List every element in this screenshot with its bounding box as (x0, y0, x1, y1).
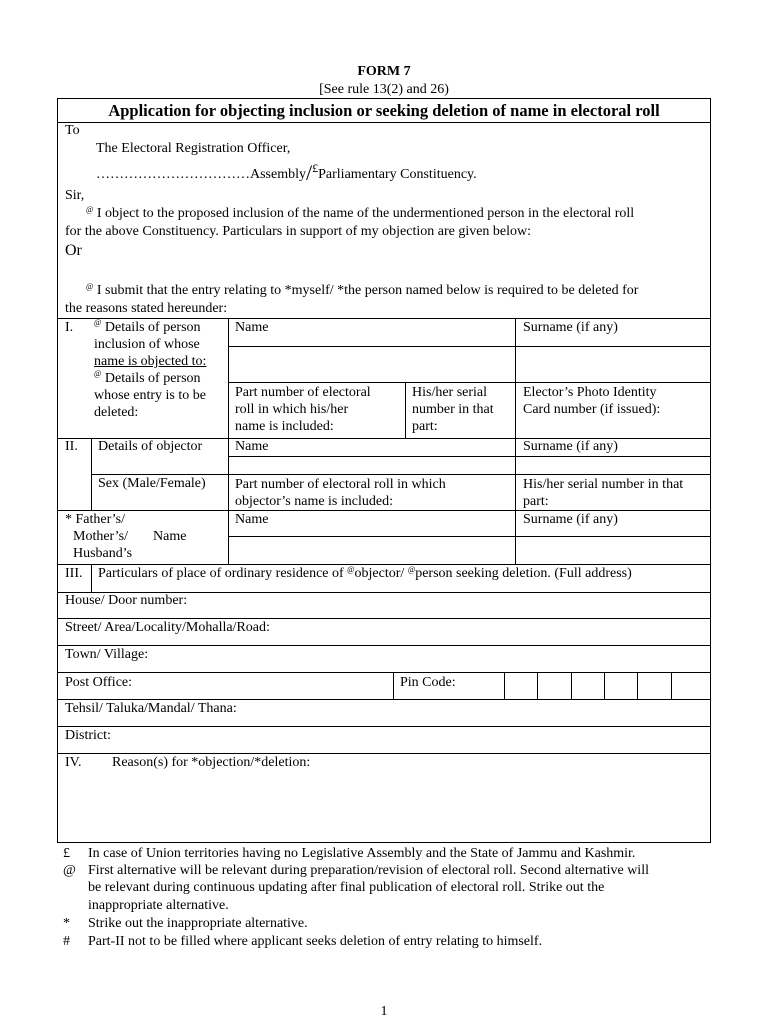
divider (393, 672, 394, 699)
divider (91, 564, 92, 592)
at-mark: @ (94, 318, 102, 327)
label-line: roll in which his/her (235, 402, 349, 417)
label-line: name is included: (235, 419, 334, 434)
pin-box (671, 672, 672, 699)
divider (57, 122, 711, 123)
label-line: Details of person (101, 320, 201, 335)
residence-heading (98, 566, 632, 582)
divider (57, 564, 711, 565)
footnote-text: Part-II not to be filled where applicant seeks deletion of entry relating to himself. (88, 934, 543, 949)
epic-number-label (523, 384, 660, 418)
footnote-symbol: # (63, 934, 70, 949)
pin-box (637, 672, 638, 699)
label-line: Details of person (101, 371, 201, 386)
street-label: Street/ Area/Locality/Mohalla/Road: (65, 620, 270, 635)
district-label: District: (65, 728, 111, 743)
parliamentary-label: Parliamentary Constituency. (318, 167, 477, 182)
divider (515, 318, 516, 438)
footnote-symbol: £ (63, 846, 70, 861)
label-line: Card number (if issued): (523, 402, 661, 417)
deletion-line-1 (86, 283, 638, 299)
label-line: whose entry is to be (94, 388, 206, 403)
footnote-text: inappropriate alternative. (88, 898, 229, 913)
salutation: Sir, (65, 188, 85, 203)
section-2-number: II. (65, 439, 78, 454)
divider (57, 753, 711, 754)
constituency-line (96, 160, 477, 186)
footnote-text: be relevant during continuous updating after final publication of electoral roll. Strike out the (88, 880, 605, 895)
post-office-label: Post Office: (65, 675, 133, 690)
divider (57, 672, 711, 673)
relation-label-3: Husband’s (73, 546, 133, 561)
divider (228, 456, 711, 457)
divider (57, 645, 711, 646)
officer-label: The Electoral Registration Officer, (96, 141, 291, 156)
form-title: FORM 7 (357, 64, 411, 79)
label-line: part: (523, 494, 549, 509)
footnote-symbol: @ (63, 863, 76, 878)
footnote (63, 880, 604, 896)
label-line: His/her serial (412, 385, 488, 400)
surname-label: Surname (if any) (523, 320, 618, 335)
at-mark: @ (94, 369, 102, 378)
objector-part-label (235, 476, 446, 510)
label-line: number in that (412, 402, 494, 417)
pin-box (504, 672, 505, 699)
label-line: inclusion of whose (94, 337, 200, 352)
footnote-text: Strike out the inappropriate alternative. (88, 916, 308, 931)
objector-details-label: Details of objector (98, 439, 203, 454)
name-label: Name (235, 439, 269, 454)
pin-code-label: Pin Code: (400, 675, 456, 690)
to-label: To (65, 123, 80, 138)
footnote (63, 934, 542, 950)
objector-serial-label (523, 476, 683, 510)
divider (405, 382, 406, 438)
footnote (63, 846, 635, 862)
section-1-number: I. (65, 320, 74, 335)
divider (57, 726, 711, 727)
name-label: Name (235, 320, 269, 335)
pin-box (571, 672, 572, 699)
part-number-label (235, 384, 371, 435)
footnote-text: First alternative will be relevant during preparation/revision of electoral roll. Second alternative will (88, 863, 649, 878)
divider (228, 346, 711, 347)
deletion-text-1: I submit that the entry relating to *myself/ *the person named below is required to be deleted for (93, 283, 639, 298)
at-mark: @ (86, 205, 94, 214)
sex-label: Sex (Male/Female) (98, 476, 206, 491)
page-number: 1 (380, 1004, 388, 1019)
deletion-line-2: the reasons stated hereunder: (65, 301, 228, 316)
label-line: objector’s name is included: (235, 494, 393, 509)
divider (228, 318, 229, 564)
residence-text: person seeking deletion. (Full address) (415, 566, 632, 581)
label-line: Elector’s Photo Identity (523, 385, 657, 400)
reason-label: Reason(s) for *objection/*deletion: (112, 755, 311, 770)
pin-box (537, 672, 538, 699)
town-label: Town/ Village: (65, 647, 149, 662)
name-label: Name (235, 512, 269, 527)
assembly-label: Assembly (250, 167, 306, 182)
footnote-symbol: * (63, 916, 70, 931)
divider (91, 474, 711, 475)
footnote (63, 916, 308, 932)
objection-line-2: for the above Constituency. Particulars in support of my objection are given below: (65, 224, 532, 239)
footnote-text: In case of Union territories having no Legislative Assembly and the State of Jammu and Kashmir. (88, 846, 636, 861)
divider (228, 536, 711, 537)
label-line: His/her serial number in that (523, 477, 684, 492)
residence-text: Particulars of place of ordinary residence of (98, 566, 348, 581)
divider (57, 618, 711, 619)
objection-line-1 (86, 206, 634, 222)
section-3-number: III. (65, 566, 83, 581)
house-label: House/ Door number: (65, 593, 188, 608)
label-line: deleted: (94, 405, 139, 420)
relation-name-label: Name (153, 529, 187, 544)
objection-text-1: I object to the proposed inclusion of the name of the undermentioned person in the electoral roll (93, 206, 635, 221)
label-line: Part number of electoral (235, 385, 371, 400)
relation-label-2: Mother’s/ (73, 529, 128, 544)
residence-text: objector/ (354, 566, 408, 581)
or-label: Or (65, 242, 82, 259)
label-line: name is objected to: (94, 354, 207, 369)
surname-label: Surname (if any) (523, 439, 618, 454)
label-line: part: (412, 419, 438, 434)
at-mark: @ (407, 565, 416, 574)
footnote (63, 898, 229, 914)
divider (228, 382, 711, 383)
form-rule: [See rule 13(2) and 26) (319, 82, 449, 97)
label-line: Part number of electoral roll in which (235, 477, 446, 492)
pin-box (604, 672, 605, 699)
tehsil-label: Tehsil/ Taluka/Mandal/ Thana: (65, 701, 237, 716)
section-4-number: IV. (65, 755, 82, 770)
footnote (63, 863, 649, 879)
serial-number-label (412, 384, 494, 435)
form-heading: Application for objecting inclusion or seeking deletion of name in electoral roll (108, 101, 660, 120)
surname-label: Surname (if any) (523, 512, 618, 527)
at-mark: @ (347, 565, 355, 574)
at-mark: @ (86, 282, 94, 291)
relation-label-1: * Father’s/ (65, 512, 126, 527)
divider (57, 699, 711, 700)
section-1-label (94, 319, 228, 421)
divider (515, 510, 516, 564)
divider (57, 510, 711, 511)
pound-mark: £ (312, 161, 319, 175)
dots: …………………………… (96, 167, 250, 182)
slash: / (306, 160, 313, 185)
